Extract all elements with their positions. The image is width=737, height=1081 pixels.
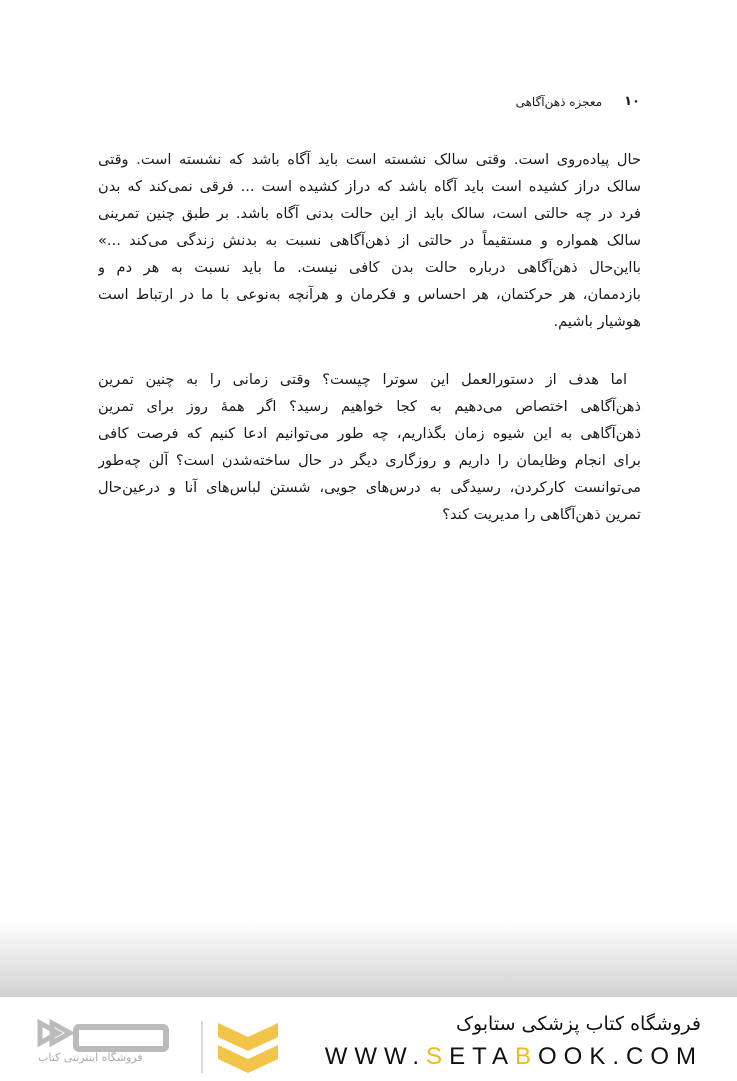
text-line: سالک دراز کشیده است باید آگاه باشد که دراز کشیده است ... فرقی نمی‌کند که بدن: [98, 178, 641, 195]
text-line: هوشیار باشیم.: [553, 313, 641, 330]
text-line: فرد در چه حالتی است، سالک باید از این حالت بدنی آگاه باشد. بر طبق چنین تمرینی: [98, 205, 641, 222]
page-number: ۱۰: [624, 94, 640, 109]
running-header: [516, 94, 640, 109]
url-part: WWW.: [324, 1043, 427, 1070]
url-part-highlight: S: [426, 1043, 450, 1070]
text-line: سالک همواره و مستقیماً در حالتی از ذهن‌آگاهی نسبت به بدنش زندگی می‌کند ...»: [98, 232, 641, 249]
text-line: ذهن‌آگاهی به این شیوه زمان بگذاریم، چه طور می‌توانیم ادعا کنیم که فرصت کافی: [98, 425, 641, 442]
text-line: می‌توانست کارکردن، رسیدگی به درس‌های جویی، شستن لباس‌های آنا و درعین‌حال: [98, 479, 641, 496]
store-name: فروشگاه کتاب پزشکی ستابوک: [455, 1013, 701, 1035]
store-url[interactable]: [325, 1043, 703, 1071]
store-banner: [0, 997, 737, 1080]
logo-subtitle: فروشگاه اینترنتی کتاب: [38, 1051, 143, 1064]
url-part: OOK.COM: [537, 1043, 703, 1070]
text-line: ذهن‌آگاهی اختصاص می‌دهیم به کجا خواهیم رسید؟ اگر همهٔ روز برای تمرین: [98, 398, 641, 415]
page-shadow: [0, 920, 737, 997]
text-line: بااین‌حال ذهن‌آگاهی درباره حالت بدن کافی نیست. ما باید نسبت به هر دم و: [98, 259, 641, 276]
paragraph-1: [98, 146, 641, 335]
text-line: حال پیاده‌روی است. وقتی سالک نشسته است باید آگاه باشد که نشسته است. وقتی: [98, 151, 641, 168]
book-title: معجزه ذهن‌آگاهی: [515, 94, 603, 109]
logo-mark-icon: [36, 1015, 286, 1077]
text-line: اما هدف از دستورالعمل این سوترا چیست؟ وقتی زمانی را به چنین تمرین: [98, 371, 627, 388]
text-line: تمرین ذهن‌آگاهی را مدیریت کند؟: [442, 506, 641, 523]
paragraph-2: [98, 366, 641, 528]
url-part-highlight: B: [514, 1043, 538, 1070]
store-logo: [36, 1015, 286, 1077]
url-part: ETA: [449, 1043, 515, 1070]
text-line: برای انجام وظایمان را داریم و روزگاری دیگر در حال ساخته‌شدن است؟ آلن چه‌طور: [98, 452, 641, 469]
text-line: بازدممان، هر حرکتمان، هر احساس و فکرمان و هرآنچه به‌نوعی با ما در ارتباط است: [98, 286, 641, 303]
